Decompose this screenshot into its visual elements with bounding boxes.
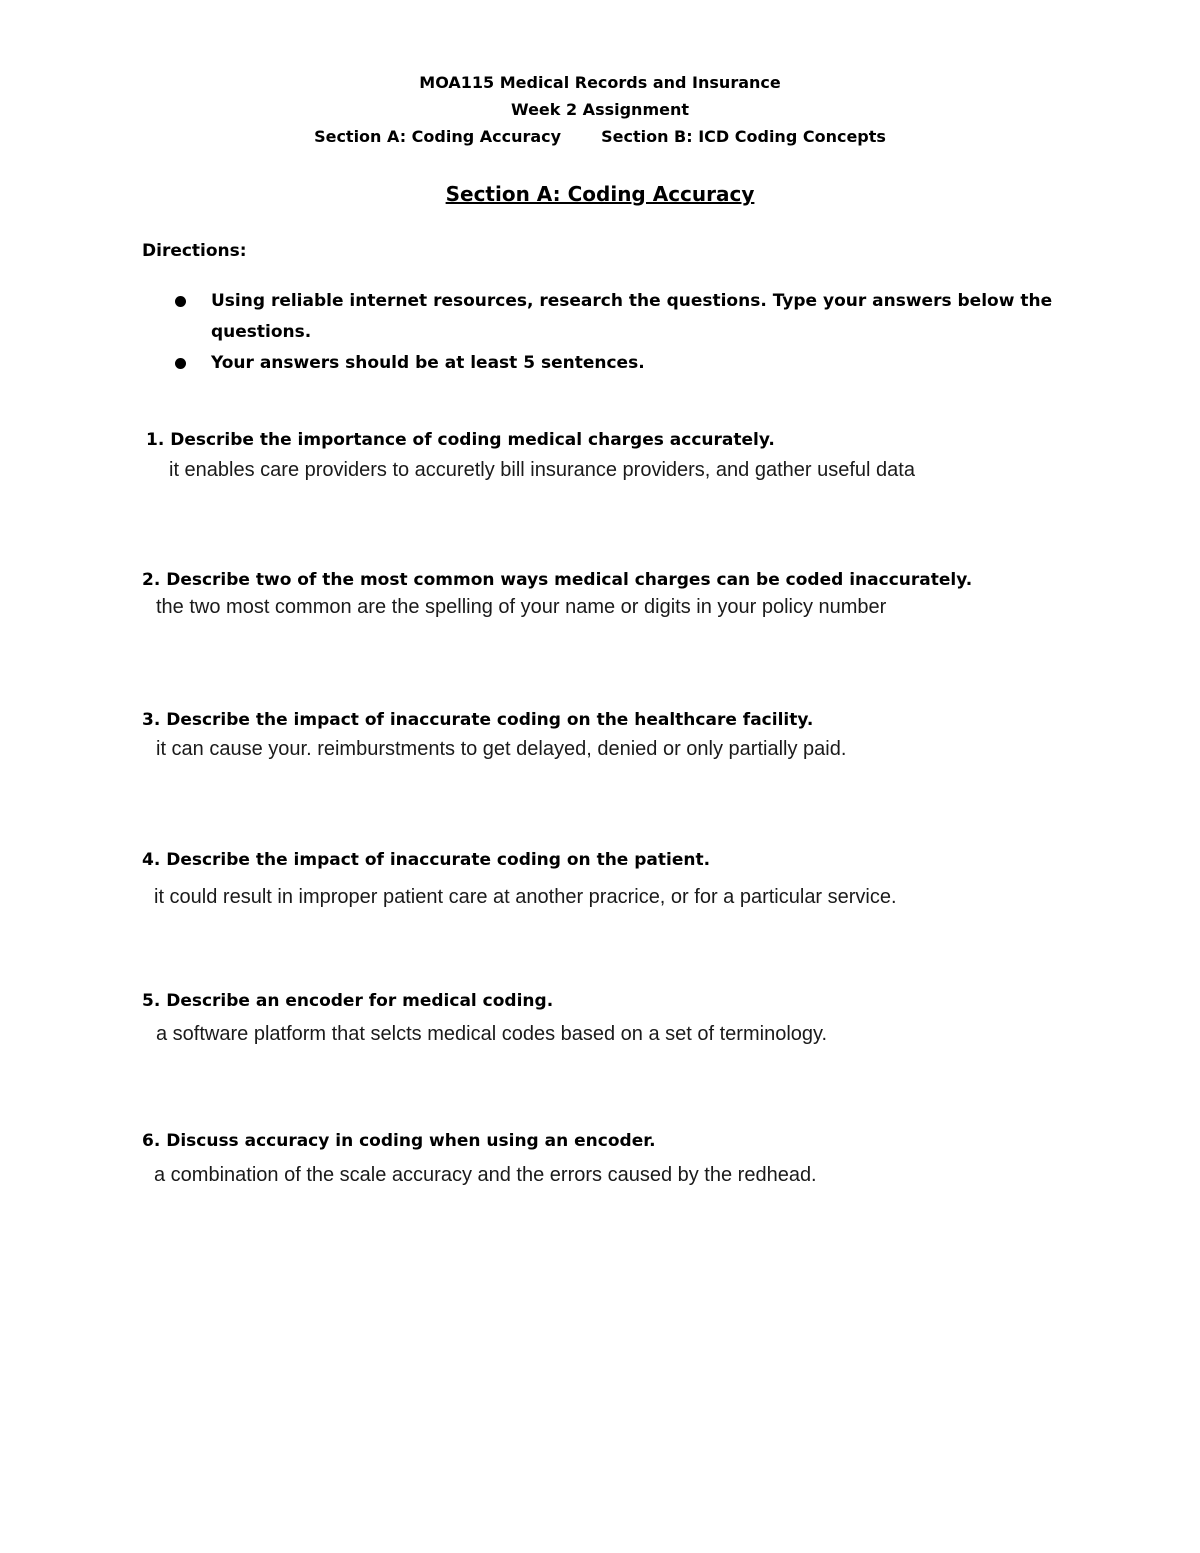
question-2: 2. Describe two of the most common ways medical charges can be coded inaccurately. (142, 570, 973, 590)
answer-2: the two most common are the spelling of your name or digits in your policy number (156, 596, 887, 618)
answer-5: a software platform that selcts medical codes based on a set of terminology. (156, 1023, 828, 1045)
directions-item-text: Your answers should be at least 5 sentences. (211, 353, 645, 373)
question-6: 6. Discuss accuracy in coding when using an encoder. (142, 1131, 656, 1151)
answer-4: it could result in improper patient care at another pracrice, or for a particular service. (154, 886, 897, 908)
directions-item (0, 348, 1071, 379)
bullet-icon (175, 296, 186, 307)
directions-list (0, 286, 1200, 379)
section-a-heading: Section A: Coding Accuracy (314, 127, 562, 146)
question-4: 4. Describe the impact of inaccurate coding on the patient. (142, 850, 711, 870)
directions-item (0, 286, 1071, 348)
answer-3: it can cause your. reimburstments to get delayed, denied or only partially paid. (156, 738, 847, 760)
bullet-icon (175, 358, 186, 369)
answer-6: a combination of the scale accuracy and the errors caused by the redhead. (154, 1164, 817, 1186)
directions-item-text: Using reliable internet resources, research the questions. Type your answers below the questions. (211, 291, 1053, 342)
course-title: MOA115 Medical Records and Insurance (419, 73, 781, 92)
section-list (0, 127, 1200, 147)
answer-1: it enables care providers to accuretly bill insurance providers, and gather useful data (169, 459, 915, 481)
assignment-title: Week 2 Assignment (510, 100, 689, 119)
directions-label: Directions: (142, 241, 247, 261)
section-title: Section A: Coding Accuracy (445, 182, 755, 206)
section-b-heading: Section B: ICD Coding Concepts (601, 127, 886, 146)
question-1: 1. Describe the importance of coding medical charges accurately. (146, 430, 775, 450)
question-5: 5. Describe an encoder for medical coding. (142, 991, 554, 1011)
question-3: 3. Describe the impact of inaccurate coding on the healthcare facility. (142, 710, 814, 730)
